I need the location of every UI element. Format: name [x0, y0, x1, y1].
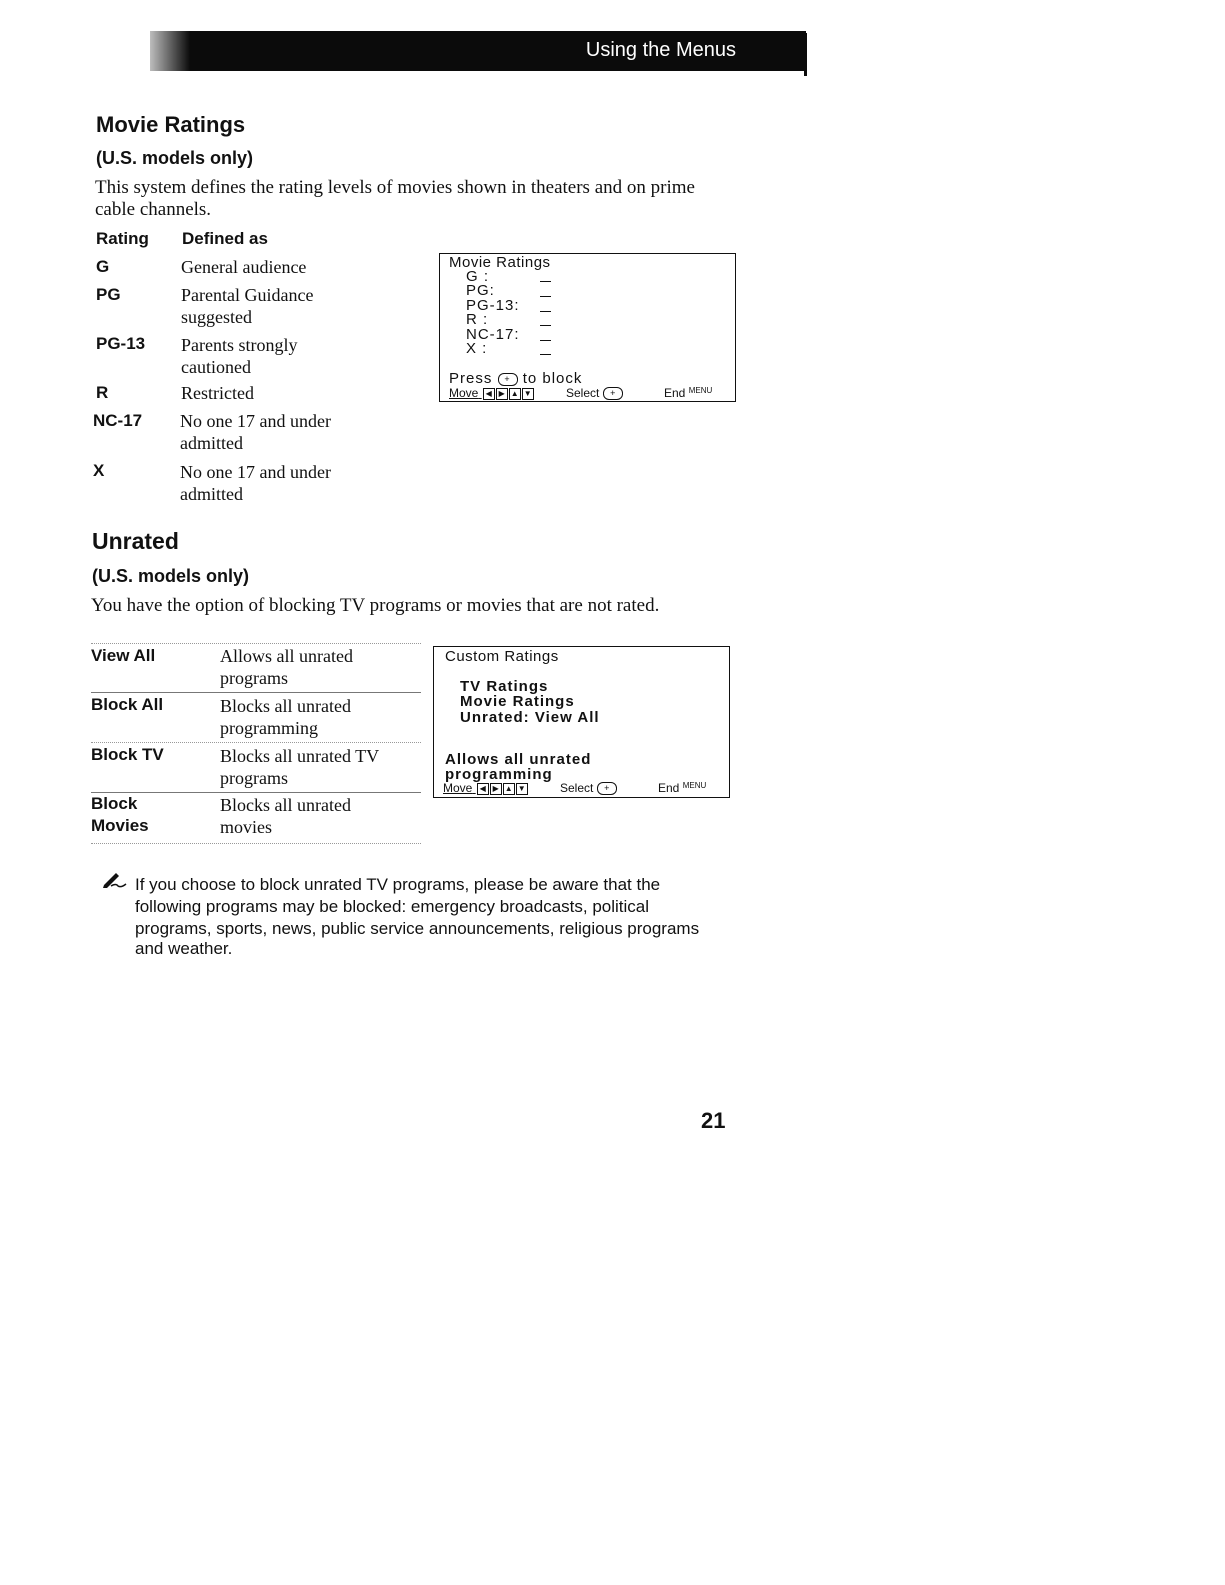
note-line: If you choose to block unrated TV programs, please be aware that the	[135, 875, 661, 894]
arrow-left-icon: ◀	[477, 783, 489, 795]
screen-item: PG-13:	[466, 297, 520, 314]
rating-def: Parental Guidance	[181, 285, 314, 305]
movie-ratings-subtitle: (U.S. models only)	[96, 148, 254, 168]
column-header-defined: Defined as	[182, 229, 268, 248]
unrated-option-def: Allows all unrated	[220, 646, 353, 666]
arrow-down-icon: ▼	[522, 388, 534, 400]
rating-def: Parents strongly	[181, 335, 298, 355]
select-label: Select	[566, 386, 600, 400]
unrated-option-def: movies	[220, 817, 272, 837]
rating-def: cautioned	[181, 357, 251, 377]
rating-blank	[540, 311, 551, 312]
end-hint	[658, 781, 706, 795]
select-label: Select	[560, 781, 594, 795]
unrated-option-term: View All	[91, 646, 156, 665]
rating-def: admitted	[180, 433, 243, 453]
screen-item: X :	[466, 340, 488, 357]
select-hint	[566, 386, 623, 400]
rating-blank	[540, 354, 551, 355]
screen-item: G :	[466, 268, 490, 285]
movie-ratings-intro: This system defines the rating levels of movies shown in theaters and on prime cable channels.	[95, 177, 695, 220]
move-hint	[443, 781, 528, 795]
arrow-down-icon: ▼	[516, 783, 528, 795]
rating-blank	[540, 340, 551, 341]
table-rule	[91, 792, 421, 793]
unrated-subtitle: (U.S. models only)	[92, 566, 250, 586]
note-pencil-icon	[102, 869, 128, 889]
unrated-option-def: Blocks all unrated	[220, 795, 351, 815]
unrated-option-def: programs	[220, 768, 288, 788]
note-line: programs, sports, news, public service announcements, religious programs	[135, 919, 700, 938]
end-hint	[664, 386, 712, 400]
note-line: and weather.	[135, 939, 233, 958]
rating-blank	[540, 296, 551, 297]
rating-blank	[540, 281, 551, 282]
table-rule	[91, 843, 421, 844]
joystick-button-icon: +	[603, 387, 623, 400]
rating-def: General audience	[181, 257, 307, 277]
to-block-label: to block	[522, 370, 583, 387]
unrated-title: Unrated	[92, 528, 179, 554]
press-label: Press	[449, 370, 493, 387]
screen-item-selected: Unrated: View All	[460, 709, 600, 726]
screen-item: R :	[466, 311, 489, 328]
header-title: Using the Menus	[585, 39, 736, 61]
menu-button-icon: MENU	[682, 781, 707, 790]
move-hint	[449, 386, 534, 400]
select-hint	[560, 781, 617, 795]
header-edge	[804, 33, 807, 76]
table-rule	[91, 742, 421, 743]
screen-title: Custom Ratings	[445, 648, 559, 665]
rating-term: G	[96, 257, 110, 276]
unrated-option-def: Blocks all unrated TV	[220, 746, 380, 766]
screen-item: TV Ratings	[460, 678, 549, 695]
unrated-option-term: Block TV	[91, 745, 164, 764]
rating-def: No one 17 and under	[180, 462, 331, 482]
rating-def: suggested	[181, 307, 252, 327]
unrated-option-term: Block All	[91, 695, 164, 714]
rating-term: PG	[96, 285, 121, 304]
header-bar	[150, 31, 806, 71]
unrated-option-term: Movies	[91, 816, 149, 835]
screen-description: programming	[445, 766, 553, 783]
page-number: 21	[701, 1108, 726, 1133]
rating-term: PG-13	[96, 334, 146, 353]
menu-button-icon: MENU	[688, 386, 713, 395]
arrow-up-icon: ▲	[503, 783, 515, 795]
joystick-button-icon: +	[597, 782, 617, 795]
unrated-option-def: Blocks all unrated	[220, 696, 351, 716]
rating-term: X	[93, 461, 105, 480]
screen-title: Movie Ratings	[449, 254, 551, 271]
screen-item: NC-17:	[466, 326, 520, 343]
rating-def: No one 17 and under	[180, 411, 331, 431]
unrated-option-def: programs	[220, 668, 288, 688]
rating-blank	[540, 325, 551, 326]
movie-ratings-title: Movie Ratings	[96, 112, 246, 137]
unrated-intro: You have the option of blocking TV programs or movies that are not rated.	[91, 595, 660, 616]
move-label: Move	[449, 386, 479, 400]
arrow-right-icon: ▶	[496, 388, 508, 400]
rating-term: R	[96, 383, 109, 402]
note-line: following programs may be blocked: emergency broadcasts, political	[135, 897, 650, 916]
rating-def: admitted	[180, 484, 243, 504]
rating-def: Restricted	[181, 383, 254, 403]
screen-item: Movie Ratings	[460, 693, 575, 710]
column-header-rating: Rating	[96, 229, 149, 248]
table-rule	[91, 692, 421, 693]
arrow-up-icon: ▲	[509, 388, 521, 400]
movie-ratings-screen	[439, 253, 736, 402]
rating-term: NC-17	[93, 411, 143, 430]
header-fade	[150, 31, 190, 71]
move-label: Move	[443, 781, 473, 795]
unrated-option-def: programming	[220, 718, 318, 738]
table-rule	[91, 643, 421, 644]
arrow-right-icon: ▶	[490, 783, 502, 795]
press-to-block-line	[449, 370, 582, 387]
screen-description: Allows all unrated	[445, 751, 592, 768]
custom-ratings-screen	[433, 646, 730, 798]
joystick-button-icon: +	[498, 373, 518, 386]
arrow-left-icon: ◀	[483, 388, 495, 400]
end-label: End	[664, 386, 686, 400]
unrated-option-term: Block	[91, 794, 138, 813]
screen-item: PG:	[466, 282, 495, 299]
end-label: End	[658, 781, 680, 795]
